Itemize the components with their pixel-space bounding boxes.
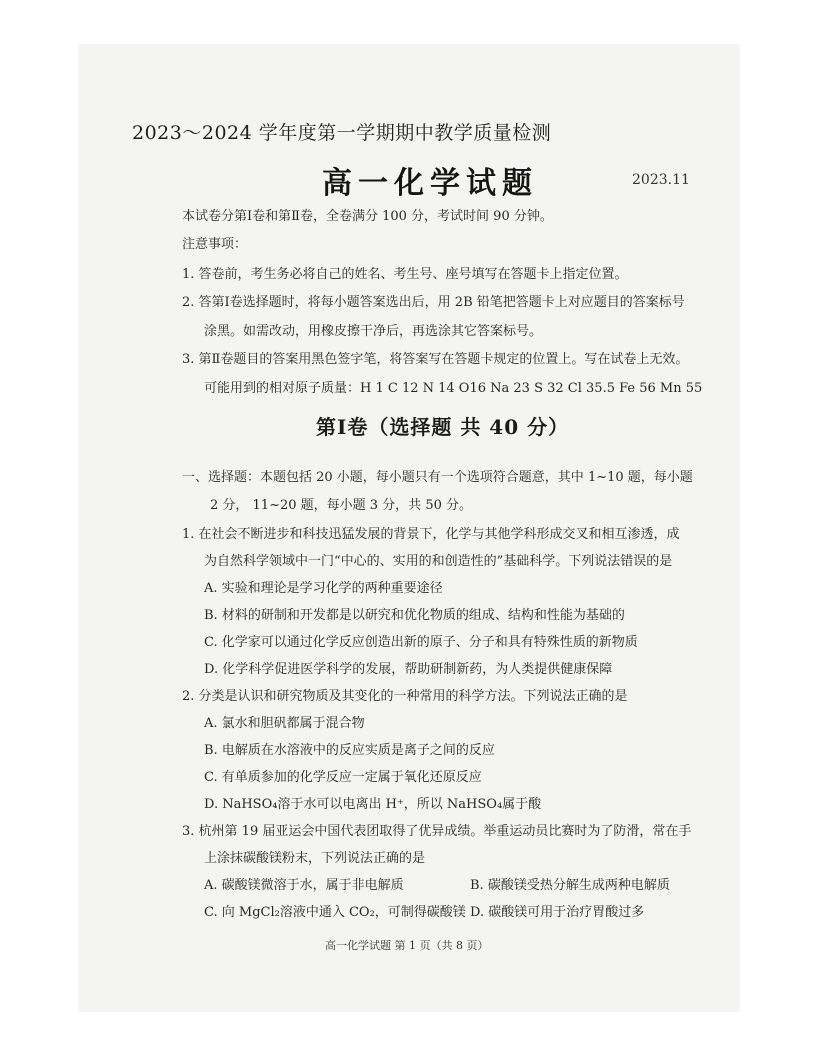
question-3-stem-line-1: 3. 杭州第 19 届亚运会中国代表团取得了优异成绩。举重运动员比赛时为了防滑，常在手 bbox=[182, 824, 692, 839]
question-2-option-b: B. 电解质在水溶液中的反应实质是离子之间的反应 bbox=[204, 743, 495, 758]
question-1-option-a: A. 实验和理论是学习化学的两种重要途径 bbox=[204, 581, 443, 596]
question-2-option-c: C. 有单质参加的化学反应一定属于氧化还原反应 bbox=[204, 770, 482, 785]
note-2-line-2: 涂黑。如需改动，用橡皮擦干净后，再选涂其它答案标号。 bbox=[204, 324, 543, 339]
note-1: 1. 答卷前，考生务必将自己的姓名、考生号、座号填写在答题卡上指定位置。 bbox=[182, 267, 628, 282]
question-1-stem-line-1: 1. 在社会不断进步和科技迅猛发展的背景下，化学与其他学科形成交叉和相互渗透，成 bbox=[182, 527, 680, 542]
section-title: 第Ⅰ卷（选择题 共 40 分） bbox=[316, 415, 570, 439]
atomic-masses: 可能用到的相对原子质量：H 1 C 12 N 14 O16 Na 23 S 32 Cl 35.5 Fe 56 Mn 55 bbox=[204, 381, 703, 396]
question-1-option-c: C. 化学家可以通过化学反应创造出新的原子、分子和具有特殊性质的新物质 bbox=[204, 635, 638, 650]
subject-title: 高一化学试题 bbox=[322, 166, 538, 201]
note-3: 3. 第Ⅱ卷题目的答案用黑色签字笔，将答案写在答题卡规定的位置上。写在试卷上无效。 bbox=[182, 352, 689, 367]
question-2-option-d: D. NaHSO₄溶于水可以电离出 H⁺，所以 NaHSO₄属于酸 bbox=[204, 797, 542, 812]
question-2-stem: 2. 分类是认识和研究物质及其变化的一种常用的科学方法。下列说法正确的是 bbox=[182, 689, 628, 704]
question-3-option-c: C. 向 MgCl₂溶液中通入 CO₂，可制得碳酸镁 bbox=[204, 905, 466, 920]
exam-title: 2023～2024 学年度第一学期期中教学质量检测 bbox=[132, 122, 552, 144]
question-1-option-b: B. 材料的研制和开发都是以研究和优化物质的组成、结构和性能为基础的 bbox=[204, 608, 625, 623]
section-instruction-line-2: 2 分， 11~20 题，每小题 3 分，共 50 分。 bbox=[210, 498, 472, 513]
page-footer: 高一化学试题 第 1 页（共 8 页） bbox=[325, 939, 489, 952]
question-1-option-d: D. 化学科学促进医学科学的发展，帮助研制新药，为人类提供健康保障 bbox=[204, 662, 613, 677]
question-1-stem-line-2: 为自然科学领域中一门“中心的、实用的和创造性的”基础科学。下列说法错误的是 bbox=[204, 554, 673, 569]
question-3-option-b: B. 碳酸镁受热分解生成两种电解质 bbox=[470, 878, 670, 893]
section-instruction-line-1: 一、选择题：本题包括 20 小题，每小题只有一个选项符合题意，其中 1~10 题，每小题 bbox=[182, 470, 693, 485]
note-2-line-1: 2. 答第Ⅰ卷选择题时，将每小题答案选出后，用 2B 铅笔把答题卡上对应题目的答案标号 bbox=[182, 295, 685, 310]
exam-date: 2023.11 bbox=[632, 172, 690, 188]
question-3-stem-line-2: 上涂抹碳酸镁粉末，下列说法正确的是 bbox=[204, 851, 426, 866]
question-3-option-a: A. 碳酸镁微溶于水，属于非电解质 bbox=[204, 878, 404, 893]
notes-label: 注意事项： bbox=[182, 237, 248, 252]
intro-line: 本试卷分第Ⅰ卷和第Ⅱ卷，全卷满分 100 分，考试时间 90 分钟。 bbox=[182, 209, 553, 224]
question-2-option-a: A. 氯水和胆矾都属于混合物 bbox=[204, 716, 365, 731]
question-3-option-d: D. 碳酸镁可用于治疗胃酸过多 bbox=[470, 905, 645, 920]
